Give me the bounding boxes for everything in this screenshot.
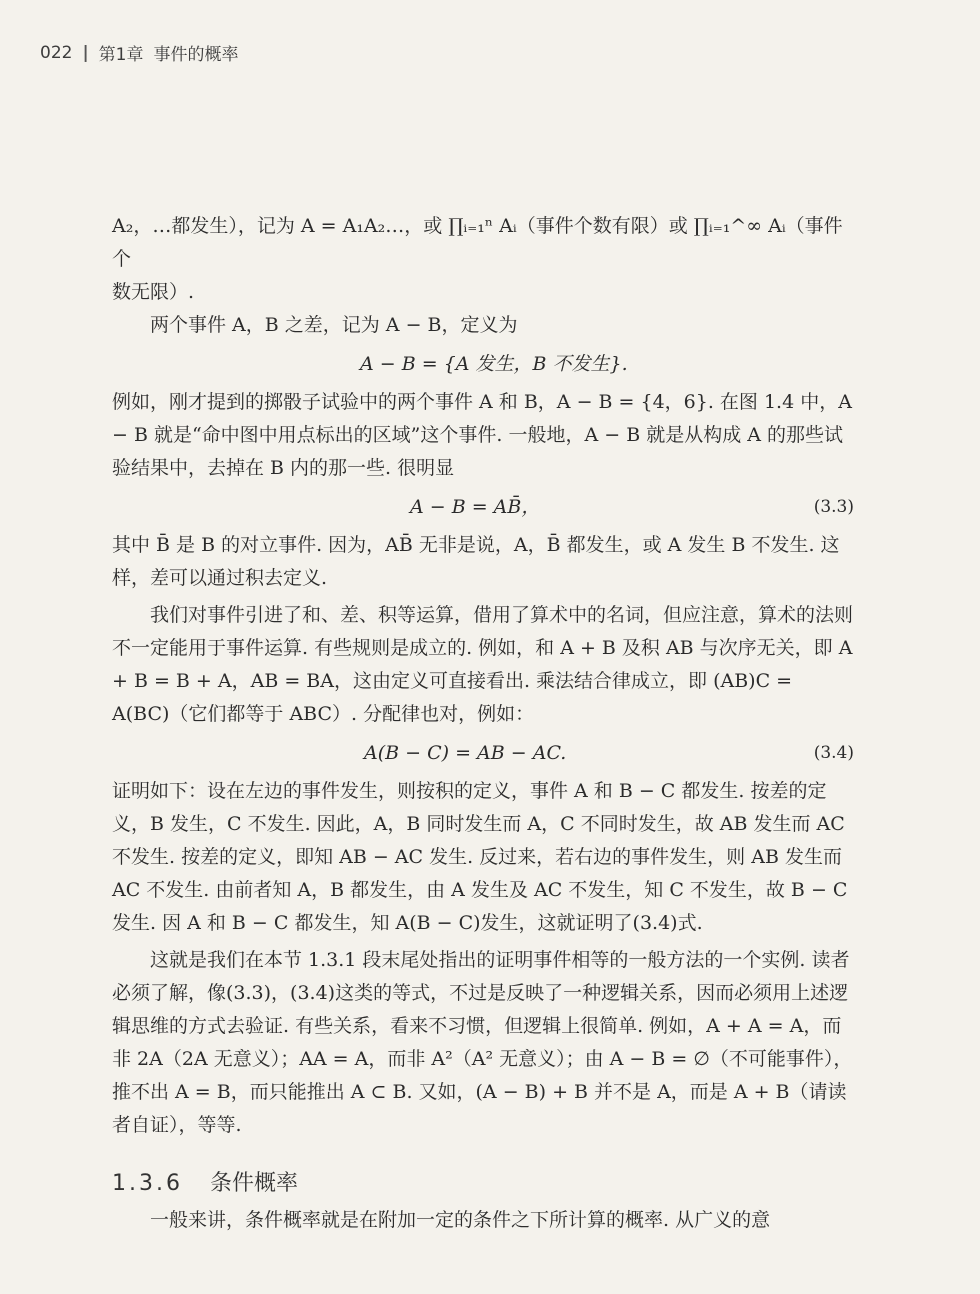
equation-difference-definition	[112, 342, 854, 386]
section-title: 条件概率	[209, 1171, 298, 1196]
paragraph-difference-intro: 两个事件 A，B 之差，记为 A − B，定义为	[150, 314, 518, 336]
equation-3-4-number: (3.4)	[813, 743, 854, 763]
equation-difference-text: A − B = {A 发生，B 不发生}.	[360, 353, 628, 375]
paragraph-dice-example: 例如，刚才提到的掷骰子试验中的两个事件 A 和 B，A − B = {4，6}. 在图 1.4 中，A − B 就是“命中图中用点标出的区域”这个事件. 一般地，A − B 就是从构成 A 的那些试验结果中，去掉在 B 内的那一些. 很明显	[112, 391, 852, 479]
page-number: 022	[40, 42, 73, 63]
header-separator: |	[82, 42, 89, 63]
page-header	[40, 40, 239, 65]
paragraph-conditional-intro: 一般来讲，条件概率就是在附加一定的条件之下所计算的概率. 从广义的意	[150, 1209, 771, 1231]
equation-3-3-text: A − B = AB̄，	[410, 496, 541, 518]
paragraph-method-example: 这就是我们在本节 1.3.1 段末尾处指出的证明事件相等的一般方法的一个实例. 读者必须了解，像(3.3)，(3.4)这类的等式，不过是反映了一种逻辑关系，因而必须用上述逻辑思维的方式去验证. 有些关系，看来不习惯，但逻辑上很简单. 例如，A + A = A，而非 2A（2A 无意义）；AA = A，而非 A²（A² 无意义）；由 A − B = ∅（不可能事件），推不出 A = B，而只能推出 A ⊂ B. 又如，(A − B) + B 并不是 A，而是 A + B（请读者自证），等等.	[112, 949, 853, 1136]
paragraph-arithmetic-rules: 我们对事件引进了和、差、积等运算，借用了算术中的名词，但应注意，算术的法则不一定能用于事件运算. 有些规则是成立的. 例如，和 A + B 及积 AB 与次序无关，即 A + B = B + A，AB = BA，这由定义可直接看出. 乘法结合律成立，即 (AB)C = A(BC)（它们都等于 ABC）. 分配律也对，例如：	[112, 604, 854, 725]
paragraph-1-line-2: 数无限）.	[112, 281, 195, 303]
chapter-title: 事件的概率	[153, 45, 239, 65]
equation-3-3	[112, 485, 854, 529]
chapter-label: 第1章	[98, 45, 144, 65]
page-body	[112, 210, 854, 1237]
paragraph-proof: 证明如下：设在左边的事件发生，则按积的定义，事件 A 和 B − C 都发生. 按差的定义，B 发生，C 不发生. 因此，A，B 同时发生而 A，C 不同时发生，故 AB 发生而 AC 不发生. 按差的定义，即知 AB − AC 发生. 反过来，若右边的事件发生，则 AB 发生而 AC 不发生. 由前者知 A，B 都发生，由 A 发生及 AC 不发生，知 C 不发生，故 B − C 发生. 因 A 和 B − C 都发生，知 A(B − C)发生，这就证明了(3.4)式.	[112, 780, 848, 934]
equation-3-3-number: (3.3)	[813, 497, 854, 517]
equation-3-4	[112, 731, 854, 775]
section-heading	[112, 1164, 854, 1204]
equation-3-4-text: A(B − C) = AB − AC.	[364, 742, 567, 764]
section-number: 1.3.6	[112, 1171, 183, 1196]
paragraph-complement: 其中 B̄ 是 B 的对立事件. 因为，AB̄ 无非是说，A，B̄ 都发生，或 A 发生 B 不发生. 这样，差可以通过积去定义.	[112, 534, 840, 589]
paragraph-1-line-1: A₂，…都发生），记为 A = A₁A₂…，或 ∏ᵢ₌₁ⁿ Aᵢ（事件个数有限）或 ∏ᵢ₌₁^∞ Aᵢ（事件个	[112, 215, 843, 270]
